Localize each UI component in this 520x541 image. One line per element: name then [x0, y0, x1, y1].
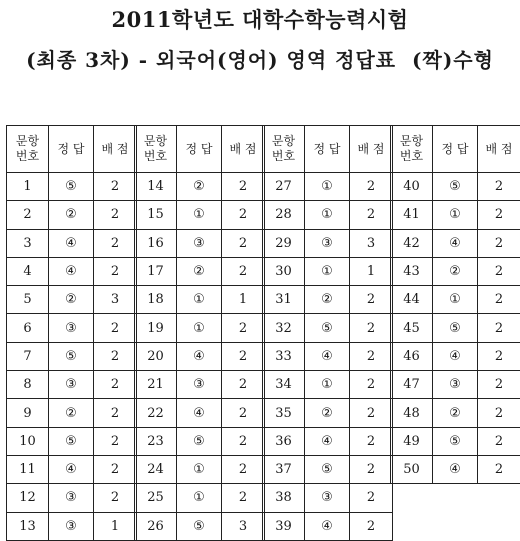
table-row — [135, 342, 265, 370]
answer-table — [262, 125, 393, 541]
header-answer: 정 답 — [433, 126, 478, 173]
points-cell: 2 — [94, 201, 137, 229]
points-cell: 2 — [478, 342, 520, 370]
table-row — [391, 314, 520, 342]
points-cell: 2 — [94, 427, 137, 455]
question-number-cell: 42 — [391, 229, 433, 257]
answer-table-block-2 — [134, 125, 261, 541]
table-row — [263, 201, 393, 229]
answer-cell: ① — [305, 173, 350, 201]
answer-cell: ① — [433, 201, 478, 229]
table-row — [7, 399, 137, 427]
answer-cell: ⑤ — [49, 427, 94, 455]
question-number-cell: 44 — [391, 286, 433, 314]
table-row — [391, 342, 520, 370]
points-cell: 2 — [222, 229, 265, 257]
question-number-cell: 46 — [391, 342, 433, 370]
answer-cell: ③ — [49, 371, 94, 399]
answer-cell: ⑤ — [433, 314, 478, 342]
answer-cell: ② — [433, 257, 478, 285]
question-number-cell: 9 — [7, 399, 49, 427]
question-number-cell: 5 — [7, 286, 49, 314]
points-cell: 3 — [94, 286, 137, 314]
points-cell: 2 — [478, 173, 520, 201]
question-number-cell: 13 — [7, 512, 49, 540]
question-number-cell: 30 — [263, 257, 305, 285]
table-row — [391, 371, 520, 399]
header-answer: 정 답 — [305, 126, 350, 173]
answer-table — [390, 125, 520, 484]
question-number-cell: 35 — [263, 399, 305, 427]
answer-cell: ② — [49, 399, 94, 427]
points-cell: 2 — [350, 399, 393, 427]
answer-cell: ④ — [305, 512, 350, 540]
question-number-cell: 40 — [391, 173, 433, 201]
table-row — [391, 229, 520, 257]
header-points: 배 점 — [94, 126, 137, 173]
answer-cell: ② — [49, 201, 94, 229]
points-cell: 2 — [222, 484, 265, 512]
question-number-cell: 11 — [7, 455, 49, 483]
question-number-cell: 24 — [135, 455, 177, 483]
question-number-cell: 14 — [135, 173, 177, 201]
table-row — [135, 201, 265, 229]
points-cell: 2 — [350, 512, 393, 540]
points-cell: 2 — [94, 257, 137, 285]
question-number-cell: 38 — [263, 484, 305, 512]
points-cell: 2 — [478, 427, 520, 455]
table-row — [7, 455, 137, 483]
header-question-number-line1: 문항 — [135, 134, 176, 149]
header-points: 배 점 — [222, 126, 265, 173]
answer-cell: ④ — [177, 399, 222, 427]
answer-cell: ① — [305, 201, 350, 229]
points-cell: 2 — [478, 229, 520, 257]
answer-cell: ⑤ — [49, 173, 94, 201]
points-cell: 2 — [478, 201, 520, 229]
points-cell: 2 — [478, 399, 520, 427]
question-number-cell: 22 — [135, 399, 177, 427]
points-cell: 2 — [350, 371, 393, 399]
table-row — [135, 314, 265, 342]
question-number-cell: 4 — [7, 257, 49, 285]
question-number-cell: 1 — [7, 173, 49, 201]
question-number-cell: 31 — [263, 286, 305, 314]
answer-table — [134, 125, 265, 541]
points-cell: 2 — [350, 314, 393, 342]
table-row — [7, 371, 137, 399]
points-cell: 2 — [94, 455, 137, 483]
table-row — [135, 286, 265, 314]
header-answer: 정 답 — [49, 126, 94, 173]
answer-cell: ③ — [49, 314, 94, 342]
answer-cell: ① — [177, 455, 222, 483]
points-cell: 2 — [350, 484, 393, 512]
question-number-cell: 39 — [263, 512, 305, 540]
header-question-number-line2: 번호 — [135, 149, 176, 164]
table-row — [391, 257, 520, 285]
table-header-row — [135, 126, 265, 173]
table-row — [7, 314, 137, 342]
answer-cell: ② — [49, 286, 94, 314]
table-row — [391, 455, 520, 483]
points-cell: 2 — [222, 399, 265, 427]
table-row — [263, 371, 393, 399]
document-title: 2011학년도 대학수학능력시험 — [0, 4, 520, 34]
points-cell: 2 — [350, 201, 393, 229]
table-row — [7, 229, 137, 257]
points-cell: 2 — [222, 257, 265, 285]
header-question-number-line2: 번호 — [7, 149, 48, 164]
table-row — [7, 427, 137, 455]
points-cell: 3 — [350, 229, 393, 257]
table-row — [7, 484, 137, 512]
answer-cell: ③ — [49, 484, 94, 512]
question-number-cell: 21 — [135, 371, 177, 399]
points-cell: 2 — [478, 371, 520, 399]
answer-cell: ② — [305, 399, 350, 427]
answer-cell: ③ — [433, 371, 478, 399]
question-number-cell: 23 — [135, 427, 177, 455]
answer-cell: ④ — [177, 342, 222, 370]
header-question-number-line1: 문항 — [7, 134, 48, 149]
points-cell: 2 — [94, 399, 137, 427]
points-cell: 2 — [222, 314, 265, 342]
answer-cell: ① — [177, 484, 222, 512]
answer-table-block-3 — [262, 125, 389, 541]
document-subtitle: (최종 3차) - 외국어(영어) 영역 정답표 (짝)수형 — [0, 44, 520, 73]
points-cell: 2 — [478, 286, 520, 314]
question-number-cell: 10 — [7, 427, 49, 455]
table-row — [263, 484, 393, 512]
answer-cell: ① — [305, 257, 350, 285]
points-cell: 2 — [222, 342, 265, 370]
answer-cell: ③ — [305, 229, 350, 257]
points-cell: 2 — [478, 314, 520, 342]
table-row — [263, 342, 393, 370]
answer-table-block-1 — [6, 125, 133, 541]
table-row — [391, 173, 520, 201]
points-cell: 2 — [94, 314, 137, 342]
points-cell: 2 — [94, 342, 137, 370]
answer-cell: ⑤ — [177, 427, 222, 455]
answer-cell: ② — [433, 399, 478, 427]
header-question-number — [135, 126, 177, 173]
question-number-cell: 34 — [263, 371, 305, 399]
points-cell: 1 — [222, 286, 265, 314]
table-row — [263, 399, 393, 427]
question-number-cell: 43 — [391, 257, 433, 285]
header-points: 배 점 — [478, 126, 520, 173]
answer-cell: ② — [305, 286, 350, 314]
question-number-cell: 19 — [135, 314, 177, 342]
header-answer: 정 답 — [177, 126, 222, 173]
table-row — [263, 314, 393, 342]
table-row — [263, 173, 393, 201]
points-cell: 2 — [350, 455, 393, 483]
header-question-number-line2: 번호 — [263, 149, 304, 164]
table-header-row — [391, 126, 520, 173]
question-number-cell: 6 — [7, 314, 49, 342]
table-row — [391, 399, 520, 427]
answer-table — [6, 125, 137, 541]
points-cell: 2 — [478, 455, 520, 483]
answer-cell: ① — [177, 286, 222, 314]
points-cell: 2 — [222, 173, 265, 201]
table-row — [263, 455, 393, 483]
header-points: 배 점 — [350, 126, 393, 173]
points-cell: 2 — [222, 455, 265, 483]
answer-cell: ② — [177, 173, 222, 201]
table-header-row — [263, 126, 393, 173]
answer-cell: ② — [177, 257, 222, 285]
answer-cell: ⑤ — [305, 455, 350, 483]
question-number-cell: 37 — [263, 455, 305, 483]
question-number-cell: 15 — [135, 201, 177, 229]
points-cell: 2 — [94, 173, 137, 201]
table-row — [135, 173, 265, 201]
table-row — [263, 286, 393, 314]
question-number-cell: 3 — [7, 229, 49, 257]
question-number-cell: 25 — [135, 484, 177, 512]
answer-key-sheet — [6, 125, 517, 514]
header-question-number-line2: 번호 — [391, 149, 432, 164]
table-row — [391, 427, 520, 455]
table-header-row — [7, 126, 137, 173]
points-cell: 2 — [222, 201, 265, 229]
points-cell: 2 — [478, 257, 520, 285]
header-question-number-line1: 문항 — [263, 134, 304, 149]
points-cell: 2 — [222, 371, 265, 399]
answer-cell: ⑤ — [433, 427, 478, 455]
answer-cell: ④ — [49, 229, 94, 257]
question-number-cell: 45 — [391, 314, 433, 342]
points-cell: 2 — [350, 173, 393, 201]
points-cell: 1 — [350, 257, 393, 285]
points-cell: 2 — [94, 371, 137, 399]
answer-cell: ④ — [305, 427, 350, 455]
points-cell: 2 — [94, 229, 137, 257]
question-number-cell: 28 — [263, 201, 305, 229]
answer-cell: ④ — [433, 342, 478, 370]
answer-cell: ④ — [49, 455, 94, 483]
question-number-cell: 12 — [7, 484, 49, 512]
points-cell: 2 — [222, 427, 265, 455]
answer-cell: ① — [305, 371, 350, 399]
points-cell: 2 — [350, 342, 393, 370]
points-cell: 3 — [222, 512, 265, 540]
question-number-cell: 29 — [263, 229, 305, 257]
question-number-cell: 8 — [7, 371, 49, 399]
table-row — [391, 286, 520, 314]
table-row — [7, 512, 137, 540]
answer-cell: ③ — [305, 484, 350, 512]
table-row — [135, 455, 265, 483]
question-number-cell: 7 — [7, 342, 49, 370]
answer-cell: ④ — [433, 455, 478, 483]
table-row — [7, 286, 137, 314]
table-row — [263, 512, 393, 540]
answer-cell: ⑤ — [177, 512, 222, 540]
answer-cell: ⑤ — [433, 173, 478, 201]
question-number-cell: 20 — [135, 342, 177, 370]
table-row — [7, 342, 137, 370]
table-row — [135, 512, 265, 540]
question-number-cell: 41 — [391, 201, 433, 229]
table-row — [135, 371, 265, 399]
table-row — [135, 427, 265, 455]
answer-cell: ④ — [305, 342, 350, 370]
answer-cell: ① — [177, 314, 222, 342]
table-row — [391, 201, 520, 229]
question-number-cell: 26 — [135, 512, 177, 540]
question-number-cell: 48 — [391, 399, 433, 427]
table-row — [263, 229, 393, 257]
table-row — [7, 257, 137, 285]
table-row — [135, 229, 265, 257]
header-question-number — [7, 126, 49, 173]
answer-cell: ① — [433, 286, 478, 314]
question-number-cell: 2 — [7, 201, 49, 229]
question-number-cell: 33 — [263, 342, 305, 370]
table-row — [263, 427, 393, 455]
question-number-cell: 16 — [135, 229, 177, 257]
answer-cell: ③ — [177, 229, 222, 257]
table-row — [135, 484, 265, 512]
table-row — [7, 201, 137, 229]
answer-cell: ① — [177, 201, 222, 229]
question-number-cell: 32 — [263, 314, 305, 342]
question-number-cell: 50 — [391, 455, 433, 483]
header-question-number — [263, 126, 305, 173]
answer-table-block-4 — [390, 125, 517, 484]
table-row — [263, 257, 393, 285]
question-number-cell: 47 — [391, 371, 433, 399]
table-row — [135, 257, 265, 285]
answer-cell: ⑤ — [305, 314, 350, 342]
points-cell: 2 — [94, 484, 137, 512]
points-cell: 2 — [350, 286, 393, 314]
question-number-cell: 36 — [263, 427, 305, 455]
answer-cell: ③ — [177, 371, 222, 399]
question-number-cell: 18 — [135, 286, 177, 314]
answer-cell: ⑤ — [49, 342, 94, 370]
question-number-cell: 27 — [263, 173, 305, 201]
header-question-number — [391, 126, 433, 173]
points-cell: 2 — [350, 427, 393, 455]
question-number-cell: 17 — [135, 257, 177, 285]
answer-cell: ④ — [49, 257, 94, 285]
table-row — [135, 399, 265, 427]
question-number-cell: 49 — [391, 427, 433, 455]
header-question-number-line1: 문항 — [391, 134, 432, 149]
answer-cell: ④ — [433, 229, 478, 257]
points-cell: 1 — [94, 512, 137, 540]
table-row — [7, 173, 137, 201]
answer-cell: ③ — [49, 512, 94, 540]
